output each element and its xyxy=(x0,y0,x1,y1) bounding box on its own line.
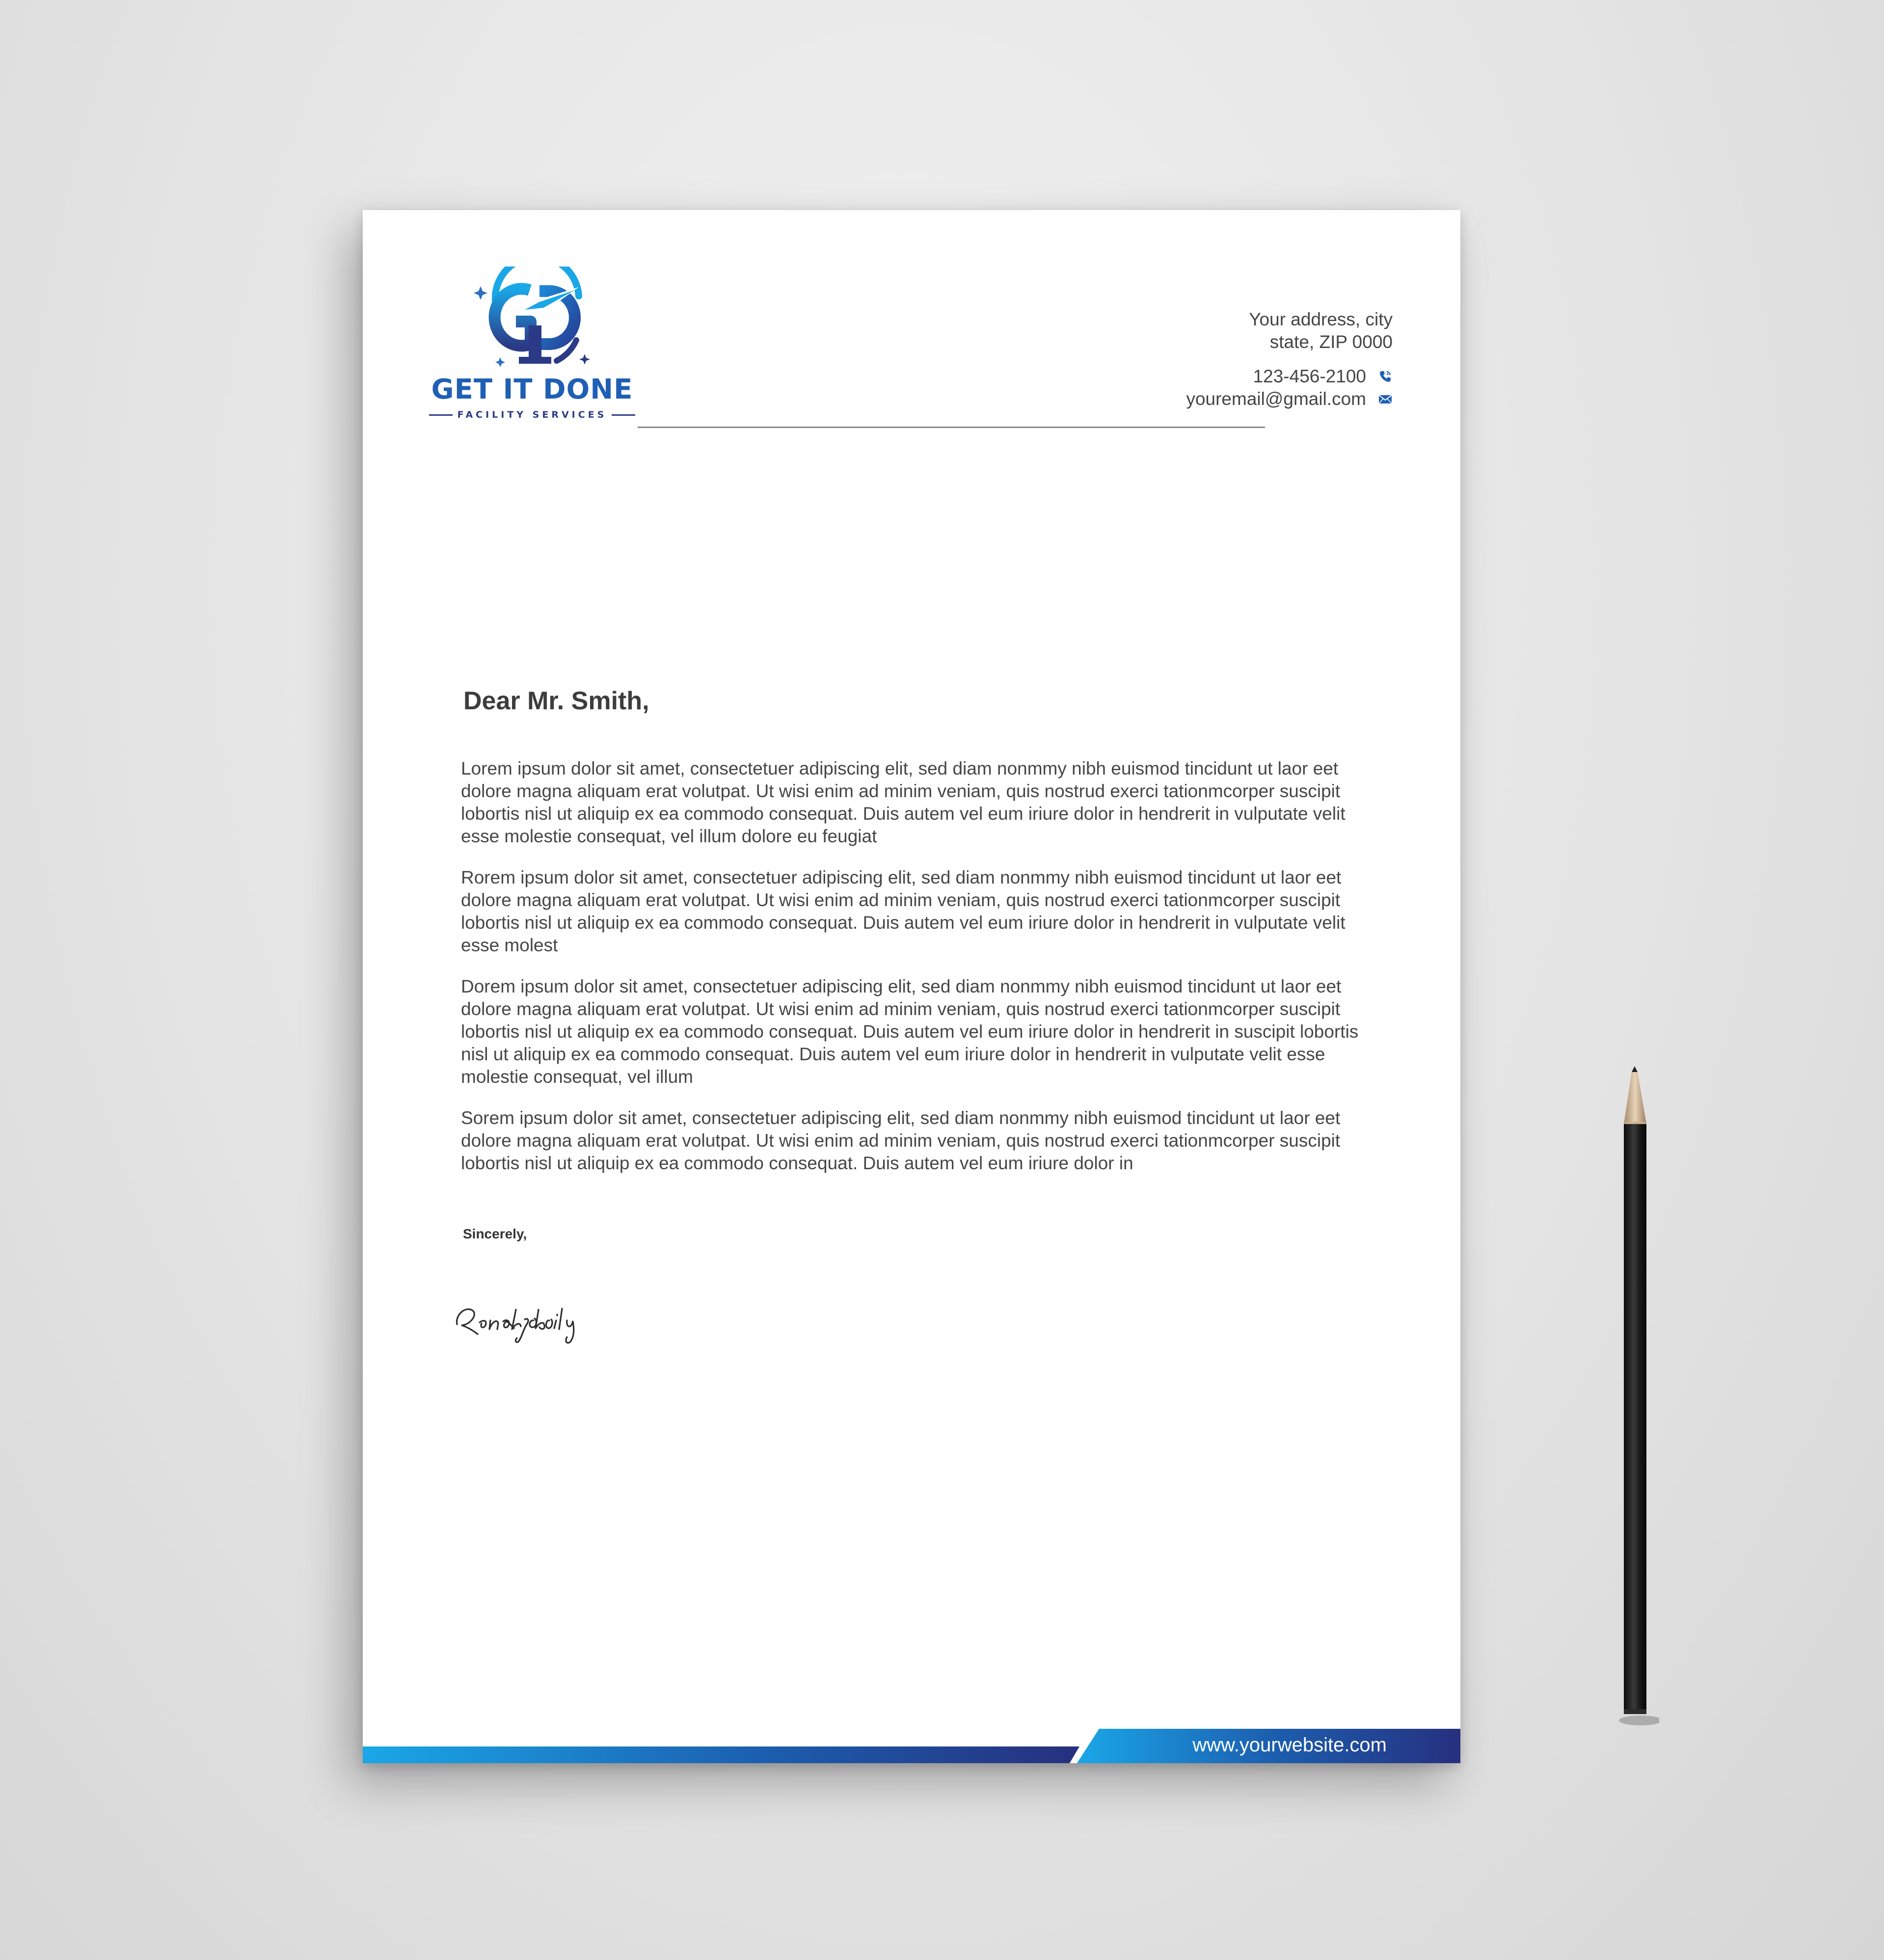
company-tagline-row xyxy=(429,409,635,421)
website-link[interactable]: www.yourwebsite.com xyxy=(1192,1734,1387,1756)
phone-row xyxy=(1098,365,1393,388)
footer-band xyxy=(363,1724,1460,1763)
company-logo xyxy=(429,267,645,433)
letter-closing: Sincerely, xyxy=(463,1226,527,1241)
header-divider xyxy=(638,427,1265,428)
tagline-rule-right xyxy=(612,414,635,416)
pencil-icon xyxy=(1610,1060,1659,1728)
email-address: youremail@gmail.com xyxy=(1186,389,1366,409)
company-name: GET IT DONE xyxy=(431,374,633,405)
letter-salutation: Dear Mr. Smith, xyxy=(463,687,649,715)
letter-body xyxy=(461,757,1384,1193)
mail-icon xyxy=(1378,392,1393,406)
phone-number: 123-456-2100 xyxy=(1253,366,1366,386)
company-tagline: FACILITY SERVICES xyxy=(457,409,607,420)
tagline-rule-left xyxy=(429,414,453,416)
letterhead-page xyxy=(363,210,1460,1763)
body-paragraph-4: Sorem ipsum dolor sit amet, consectetuer adipiscing elit, sed diam nonmmy nibh euismod tincidunt ut laor eet dolore magna aliquam erat volutpat. Ut wisi enim ad minim veniam, quis nostrud exerci tationmcorper suscipit lobortis nisl ut aliquip ex ea commodo consequat. Duis autem vel eum iriure dolor in xyxy=(461,1108,1341,1173)
email-row xyxy=(1098,388,1393,410)
handwritten-signature xyxy=(451,1290,608,1349)
body-paragraph-3: Dorem ipsum dolor sit amet, consectetuer adipiscing elit, sed diam nonmmy nibh euismod tincidunt ut laor eet dolore magna aliquam erat volutpat. Ut wisi enim ad minim veniam, quis nostrud exerci tationmcorper suscipit lobortis nisl ut aliquip ex ea commodo consequat. Duis autem vel eum iriure dolor in hendrerit in suscipit lobortis nisl ut aliquip ex ea commodo consequat. Duis autem vel eum iriure dolor in hendrerit in vulputate velit esse molestie consequat, vel illum xyxy=(461,976,1359,1087)
logo-monogram-icon xyxy=(471,267,598,372)
contact-block xyxy=(1098,308,1393,410)
body-paragraph-2: Rorem ipsum dolor sit amet, consectetuer adipiscing elit, sed diam nonmmy nibh euismod tincidunt ut laor eet dolore magna aliquam erat volutpat. Ut wisi enim ad minim veniam, quis nostrud exerci tationmcorper suscipit lobortis nisl ut aliquip ex ea commodo consequat. Duis autem vel eum iriure dolor in hendrerit in vulputate velit esse molest xyxy=(461,867,1346,955)
body-paragraph-1: Lorem ipsum dolor sit amet, consectetuer adipiscing elit, sed diam nonmmy nibh euismod tincidunt ut laor eet dolore magna aliquam erat volutpat. Ut wisi enim ad minim veniam, quis nostrud exerci tationmcorper suscipit lobortis nisl ut aliquip ex ea commodo consequat. Duis autem vel eum iriure dolor in hendrerit in vulputate velit esse molestie consequat, vel illum dolore eu feugiat xyxy=(461,758,1346,846)
address-line-1: Your address, city xyxy=(1249,309,1393,329)
phone-icon xyxy=(1378,369,1393,384)
address-line-2: state, ZIP 0000 xyxy=(1269,332,1393,352)
